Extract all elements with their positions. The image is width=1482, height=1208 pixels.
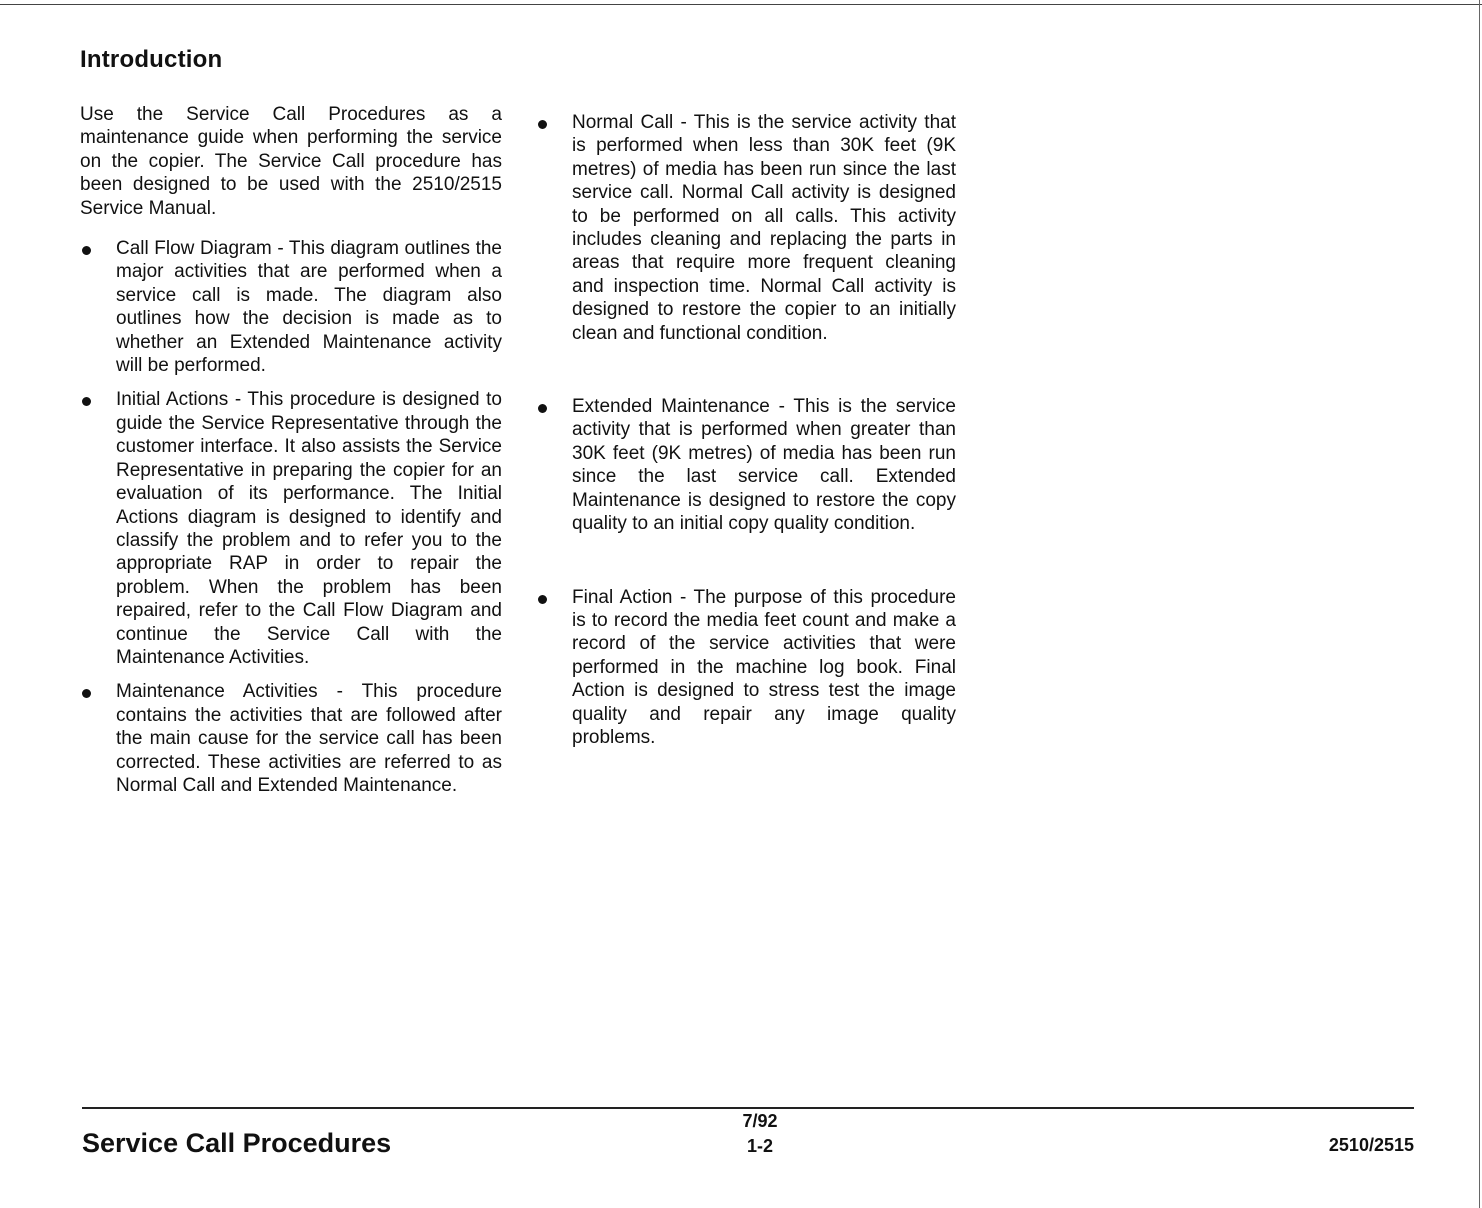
bullet-icon xyxy=(538,595,547,604)
intro-paragraph: Use the Service Call Procedures as a maintenance guide when performing the service on the copier. The Service Call procedure has been designed to be used with the 2510/2515 Service Manual. xyxy=(80,104,502,219)
left-column xyxy=(80,103,502,797)
list-item-normal-call xyxy=(536,111,956,345)
list-item-maintenance-activities xyxy=(80,680,502,797)
footer-rule xyxy=(82,1107,1414,1109)
list-item-final-action xyxy=(536,586,956,750)
right-column xyxy=(536,111,956,749)
footer-section-title: Service Call Procedures xyxy=(82,1128,392,1158)
footer-page-number: 1-2 xyxy=(746,1136,773,1156)
bullet-icon xyxy=(538,404,547,413)
list-item-text: Maintenance Activities - This procedure contains the activities that are followed after the main cause for the service call has been corrected. These activities are referred to as Normal Call and Extended Maintenance. xyxy=(116,681,502,796)
list-item-text: Final Action - The purpose of this procedure is to record the media feet count and make a record of the service activities that were performed in the machine log book. Final Action is designed to stress test the image quality and repair any image quality problems. xyxy=(572,586,956,748)
footer-model-number: 2510/2515 xyxy=(1328,1135,1414,1155)
list-item-text: Call Flow Diagram - This diagram outlines the major activities that are performed when a service call is made. The diagram also outlines how the decision is made as to whether an Extended Maintenance activity will be performed. xyxy=(116,238,502,377)
section-heading: Introduction xyxy=(80,46,223,73)
footer-revision-date: 7/92 xyxy=(742,1111,778,1131)
list-item-text: Normal Call - This is the service activity that is performed when less than 30K feet (9K metres) of media has been run since the last service call. Normal Call activity is designed to be performed on all calls. This activity includes cleaning and replacing the parts in areas that require more frequent cleaning and inspection time. Normal Call activity is designed to restore the copier to an initially clean and functional condition. xyxy=(572,112,956,344)
list-item-text: Initial Actions - This procedure is designed to guide the Service Representative through the customer interface. It also assists the Service Representative in preparing the copier for an evaluation of its performance. The Initial Actions diagram is designed to identify and classify the problem and to refer you to the appropriate RAP in order to repair the problem. When the problem has been repaired, refer to the Call Flow Diagram and continue the Service Call with the Maintenance Activities. xyxy=(116,389,502,668)
list-item-text: Extended Maintenance - This is the service activity that is performed when greater than 30K feet (9K metres) of media has been run since the last service call. Extended Maintenance is designed to restore the copy quality to an initial copy quality condition. xyxy=(572,396,956,535)
right-edge-line xyxy=(1479,0,1480,1208)
bullet-icon xyxy=(82,689,91,698)
list-item-call-flow-diagram xyxy=(80,237,502,377)
list-item-initial-actions xyxy=(80,388,502,669)
bullet-icon xyxy=(82,246,91,255)
top-border-rule xyxy=(0,4,1482,5)
list-item-extended-maintenance xyxy=(536,395,956,535)
bullet-icon xyxy=(82,397,91,406)
bullet-icon xyxy=(538,120,547,129)
